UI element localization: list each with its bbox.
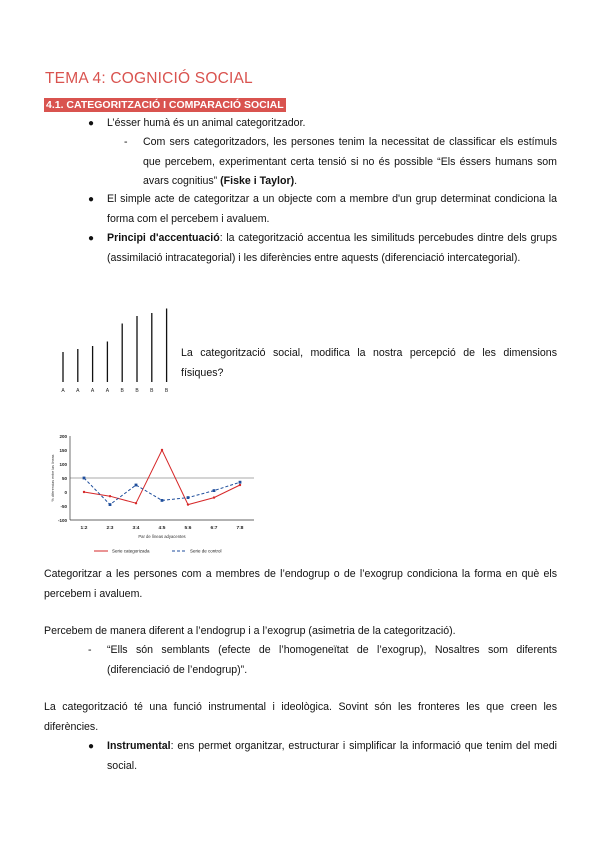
x-tick-label: 7:8 [236,526,244,531]
y-tick-label: -50 [60,504,67,509]
data-point [161,449,163,451]
line-label: B [150,388,154,394]
principle-term: Principi d'accentuació [107,232,220,244]
x-tick-label: 3:4 [132,526,140,531]
citation: (Fiske i Taylor) [220,175,295,187]
x-tick-label: 6:7 [210,526,218,531]
line-label: A [61,388,65,394]
line-label: B [135,388,139,394]
sub-text: Com sers categoritzadors, les persones tenim la necessitat de classificar els estímuls que percebem, experimentant certa tensió si no és possible “Els éssers humans som avars cognitius” [143,136,557,187]
bullet-icon: ● [88,233,95,244]
series-line [84,450,240,505]
line-chart [42,430,262,560]
lines-figure [55,308,180,398]
line-label: A [90,388,95,394]
bullet-item [88,737,557,776]
bullet-icon: ● [88,118,95,129]
y-tick-label: 100 [59,462,67,467]
bullet-item [88,114,557,134]
bullet-text: El simple acte de categoritzar a un objecte com a membre d'un grup determinat condiciona la forma com el percebem i avaluem. [107,193,557,225]
x-axis-label: Par de líneas adyacentes [138,534,186,539]
data-point [83,477,86,480]
bullet-icon: ● [88,741,95,752]
x-tick-label: 1:2 [80,526,88,531]
section-heading: 4.1. CATEGORITZACIÓ I COMPARACIÓ SOCIAL [46,99,284,111]
bullet-item [88,229,557,268]
bullet-text: L’ésser humà és un animal categoritzador. [107,117,306,129]
legend-label: Serie categorizada [112,548,150,554]
sub-text-end: . [294,175,298,187]
data-point [161,499,164,502]
paragraph-function: La categorització té una funció instrumental i ideològica. Sovint són les fronteres les que creen les diferències. [44,701,557,733]
bullet-text: : la categorització accentua les similituds percebudes dintre dels grups (assimilació intracategorial) i les diferències entre aquests (diferenciació intercategorial). [107,232,557,264]
data-point [187,496,190,499]
data-point [83,491,85,493]
instrumental-term: Instrumental [107,740,171,752]
x-tick-label: 4:5 [158,526,166,531]
bullet-icon: ● [88,194,95,205]
line-label: B [120,388,124,394]
paragraph-asymmetry: Percebem de manera diferent a l’endogrup i a l’exogrup (asimetria de la categorització). [44,625,456,637]
page-title: TEMA 4: COGNICIÓ SOCIAL [45,70,253,87]
bullet-text: : ens permet organitzar, estructurar i simplificar la informació que tenim del medi social. [107,740,557,772]
y-axis-label: % diferencias entre las líneas [51,454,55,502]
y-tick-label: -100 [57,518,67,523]
line-label: B [164,388,169,394]
line-label: A [105,388,110,394]
bullet-item [88,190,557,229]
dash-icon: - [88,644,92,656]
data-point [213,496,215,498]
sub-text: “Ells són semblants (efecte de l’homogeneïtat de l’exogrup), Nosaltres som diferents (diferenciació de l’endogrup)”. [107,644,557,676]
paragraph-endogroup: Categoritzar a les persones com a membres de l’endogrup o de l’exogrup condiciona la forma en què els percebem i avaluem. [44,568,557,600]
data-point [109,495,111,497]
data-point [213,489,216,492]
y-tick-label: 0 [64,490,67,495]
data-point [109,503,112,506]
x-tick-label: 5:6 [184,526,192,531]
y-tick-label: 200 [59,434,67,439]
sub-item [124,133,557,192]
y-tick-label: 50 [61,476,67,481]
sub-item [88,641,557,680]
x-tick-label: 2:3 [106,526,114,531]
figure-question: La categorització social, modifica la nostra percepció de les dimensions físiques? [181,347,557,379]
dash-icon: - [124,136,128,148]
data-point [239,484,241,486]
data-point [135,484,138,487]
legend-label: Serie de control [190,548,222,554]
data-point [239,481,242,484]
data-point [135,502,137,504]
data-point [187,503,189,505]
line-label: A [76,388,80,394]
y-tick-label: 150 [59,448,67,453]
